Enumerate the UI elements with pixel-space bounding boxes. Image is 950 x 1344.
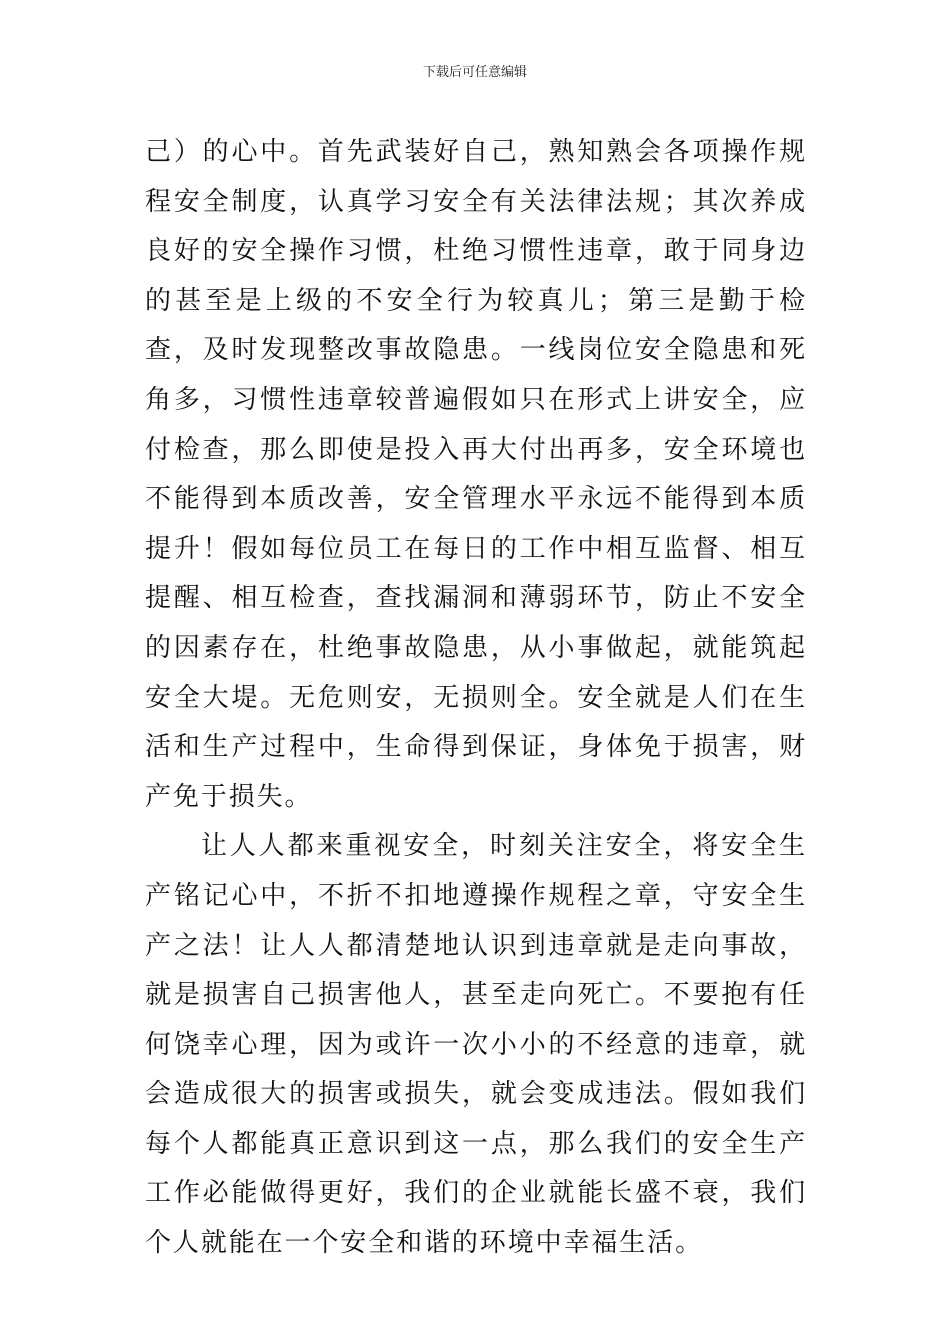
paragraph-1: 己）的心中。首先武装好自己，熟知熟会各项操作规程安全制度，认真学习安全有关法律法规；其次养成良好的安全操作习惯，杜绝习惯性违章，敢于同身边的甚至是上级的不安全行为较真儿；第三是勤于检查，及时发现整改事故隐患。一线岗位安全隐患和死角多，习惯性违章较普遍假如只在形式上讲安全，应付检查，那么即使是投入再大付出再多，安全环境也不能得到本质改善，安全管理水平永远不能得到本质提升！假如每位员工在每日的工作中相互监督、相互提醒、相互检查，查找漏洞和薄弱环节，防止不安全的因素存在，杜绝事故隐患，从小事做起，就能筑起安全大堤。无危则安，无损则全。安全就是人们在生活和生产过程中，生命得到保证，身体免于损害，财产免于损失。 [145, 137, 807, 812]
paragraph-2: 让人人都来重视安全，时刻关注安全，将安全生产铭记心中，不折不扣地遵操作规程之章，守安全生产之法！让人人都清楚地认识到违章就是走向事故，就是损害自己损害他人，甚至走向死亡。不要抱有任何饶幸心理，因为或许一次小小的不经意的违章，就会造成很大的损害或损失，就会变成违法。假如我们每个人都能真正意识到这一点，那么我们的安全生产工作必能做得更好，我们的企业就能长盛不衰，我们个人就能在一个安全和谐的环境中幸福生活。 [145, 831, 807, 1259]
page-header-note: 下载后可任意编辑 [422, 65, 527, 80]
document-body [145, 128, 807, 1269]
